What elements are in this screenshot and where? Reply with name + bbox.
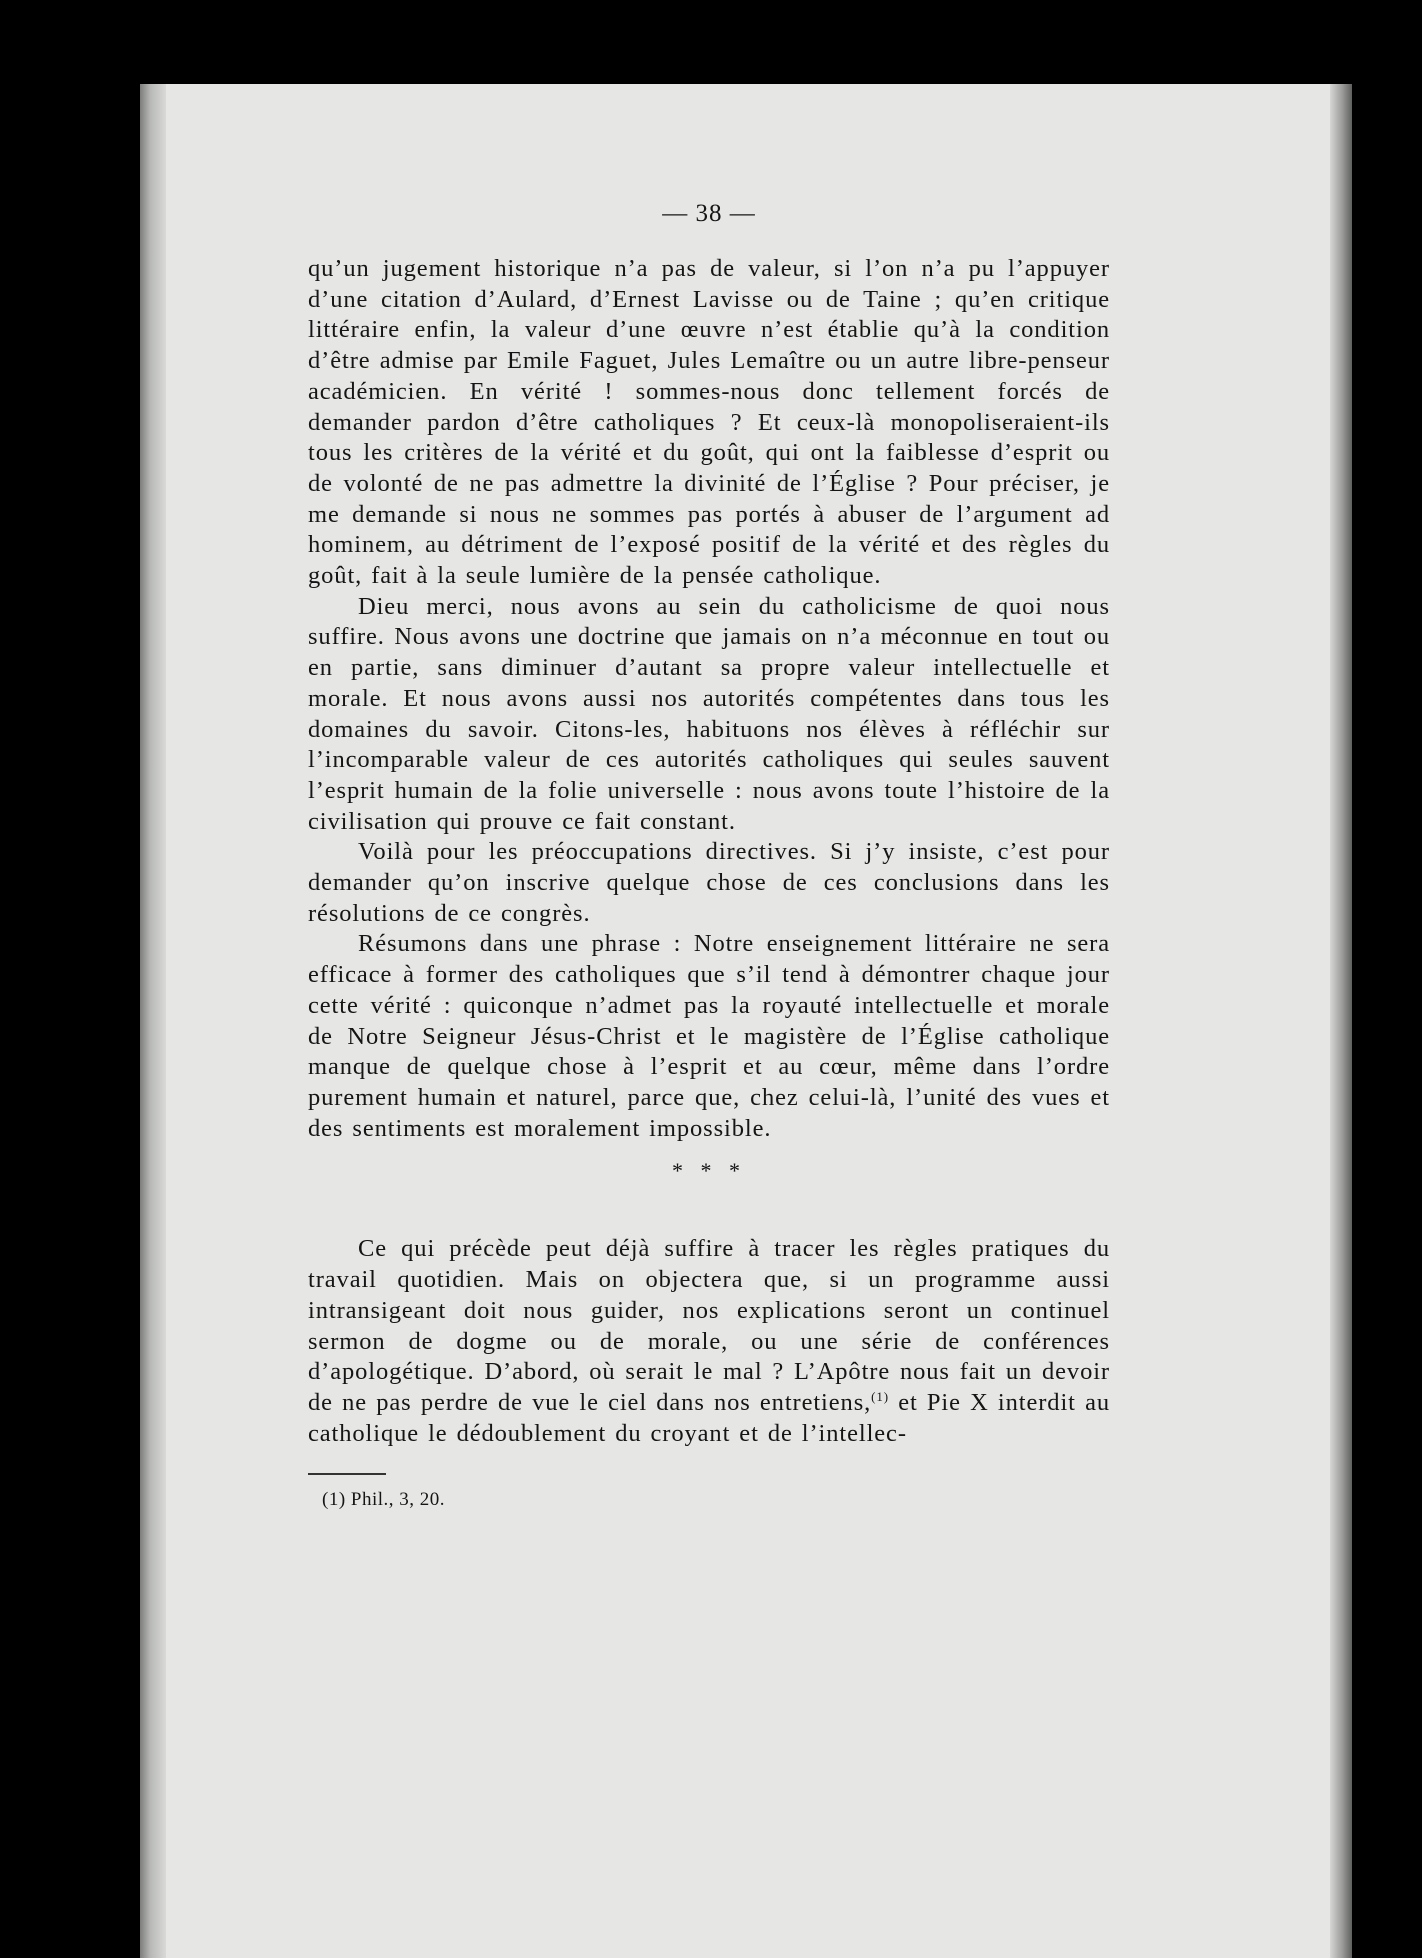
paragraph-4: Résumons dans une phrase : Notre enseignement littéraire ne sera efficace à former des catholiques que s’il tend à démontrer chaque jour cette vérité : quiconque n’admet pas la royauté intellectuelle et morale de Notre Seigneur Jésus-Christ et le magistère de l’Église catholique manque de quelque chose à l’esprit et au cœur, même dans l’ordre purement humain et naturel, parce que, chez celui-là, l’unité des vues et des sentiments est moralement impossible. (308, 930, 1110, 1142)
paragraph-5-text-b: et Pie X interdit au catholique le dédoublement du croyant et de l’intellec- (308, 1388, 1110, 1447)
paragraph-5-text-a: Ce qui précède peut déjà suffire à tracer les règles pratiques du travail quotidien. Mais on objectera que, si un programme aussi intransigeant doit nous guider, nos explications seront un continuel sermon de dogme ou de morale, ou une série de conférences d’apologétique. D’abord, où serait le mal ? L’Apôtre nous fait un devoir de ne pas perdre de vue le ciel dans nos entretiens, (308, 1235, 1110, 1416)
paragraph-1: qu’un jugement historique n’a pas de valeur, si l’on n’a pu l’appuyer d’une citation d’Aulard, d’Ernest Lavisse ou de Taine ; qu’en critique littéraire enfin, la valeur d’une œuvre n’est établie qu’à la condition d’être admise par Emile Faguet, Jules Lemaître ou un autre libre-penseur académicien. En vérité ! sommes-nous donc tellement forcés de demander pardon d’être catholiques ? Et ceux-là monopoliseraient-ils tous les critères de la vérité et du goût, qui ont la faiblesse d’esprit ou de volonté de ne pas admettre la divinité de l’Église ? Pour préciser, je me demande si nous ne sommes pas portés à abuser de l’argument ad hominem, au détriment de l’exposé positif de la vérité et des règles du goût, fait à la seule lumière de la pensée catholique. (308, 255, 1110, 590)
footnote: (1) Phil., 3, 20. (322, 1489, 446, 1511)
page-content (308, 200, 1110, 1511)
paragraph-3: Voilà pour les préoccupations directives. Si j’y insiste, c’est pour demander qu’on inscrive quelque chose de ces conclusions dans les résolutions de ce congrès. (308, 838, 1110, 927)
paragraph-2: Dieu merci, nous avons au sein du catholicisme de quoi nous suffire. Nous avons une doctrine que jamais on n’a méconnue en tout ou en partie, sans diminuer d’autant sa propre valeur intellectuelle et morale. Et nous avons aussi nos autorités compétentes dans tous les domaines du savoir. Citons-les, habituons nos élèves à réfléchir sur l’incomparable valeur de ces autorités catholiques qui seules sauvent l’esprit humain de la folie universelle : nous avons toute l’histoire de la civilisation qui prouve ce fait constant. (308, 592, 1110, 835)
page-right-edge (1330, 84, 1352, 1958)
section-asterism: * * * (672, 1158, 746, 1184)
page-number: — 38 — (662, 200, 756, 227)
footnote-reference: (1) (871, 1388, 890, 1404)
page-left-edge (140, 84, 166, 1958)
footnote-rule (308, 1473, 386, 1475)
paragraph-5 (308, 1234, 1110, 1449)
